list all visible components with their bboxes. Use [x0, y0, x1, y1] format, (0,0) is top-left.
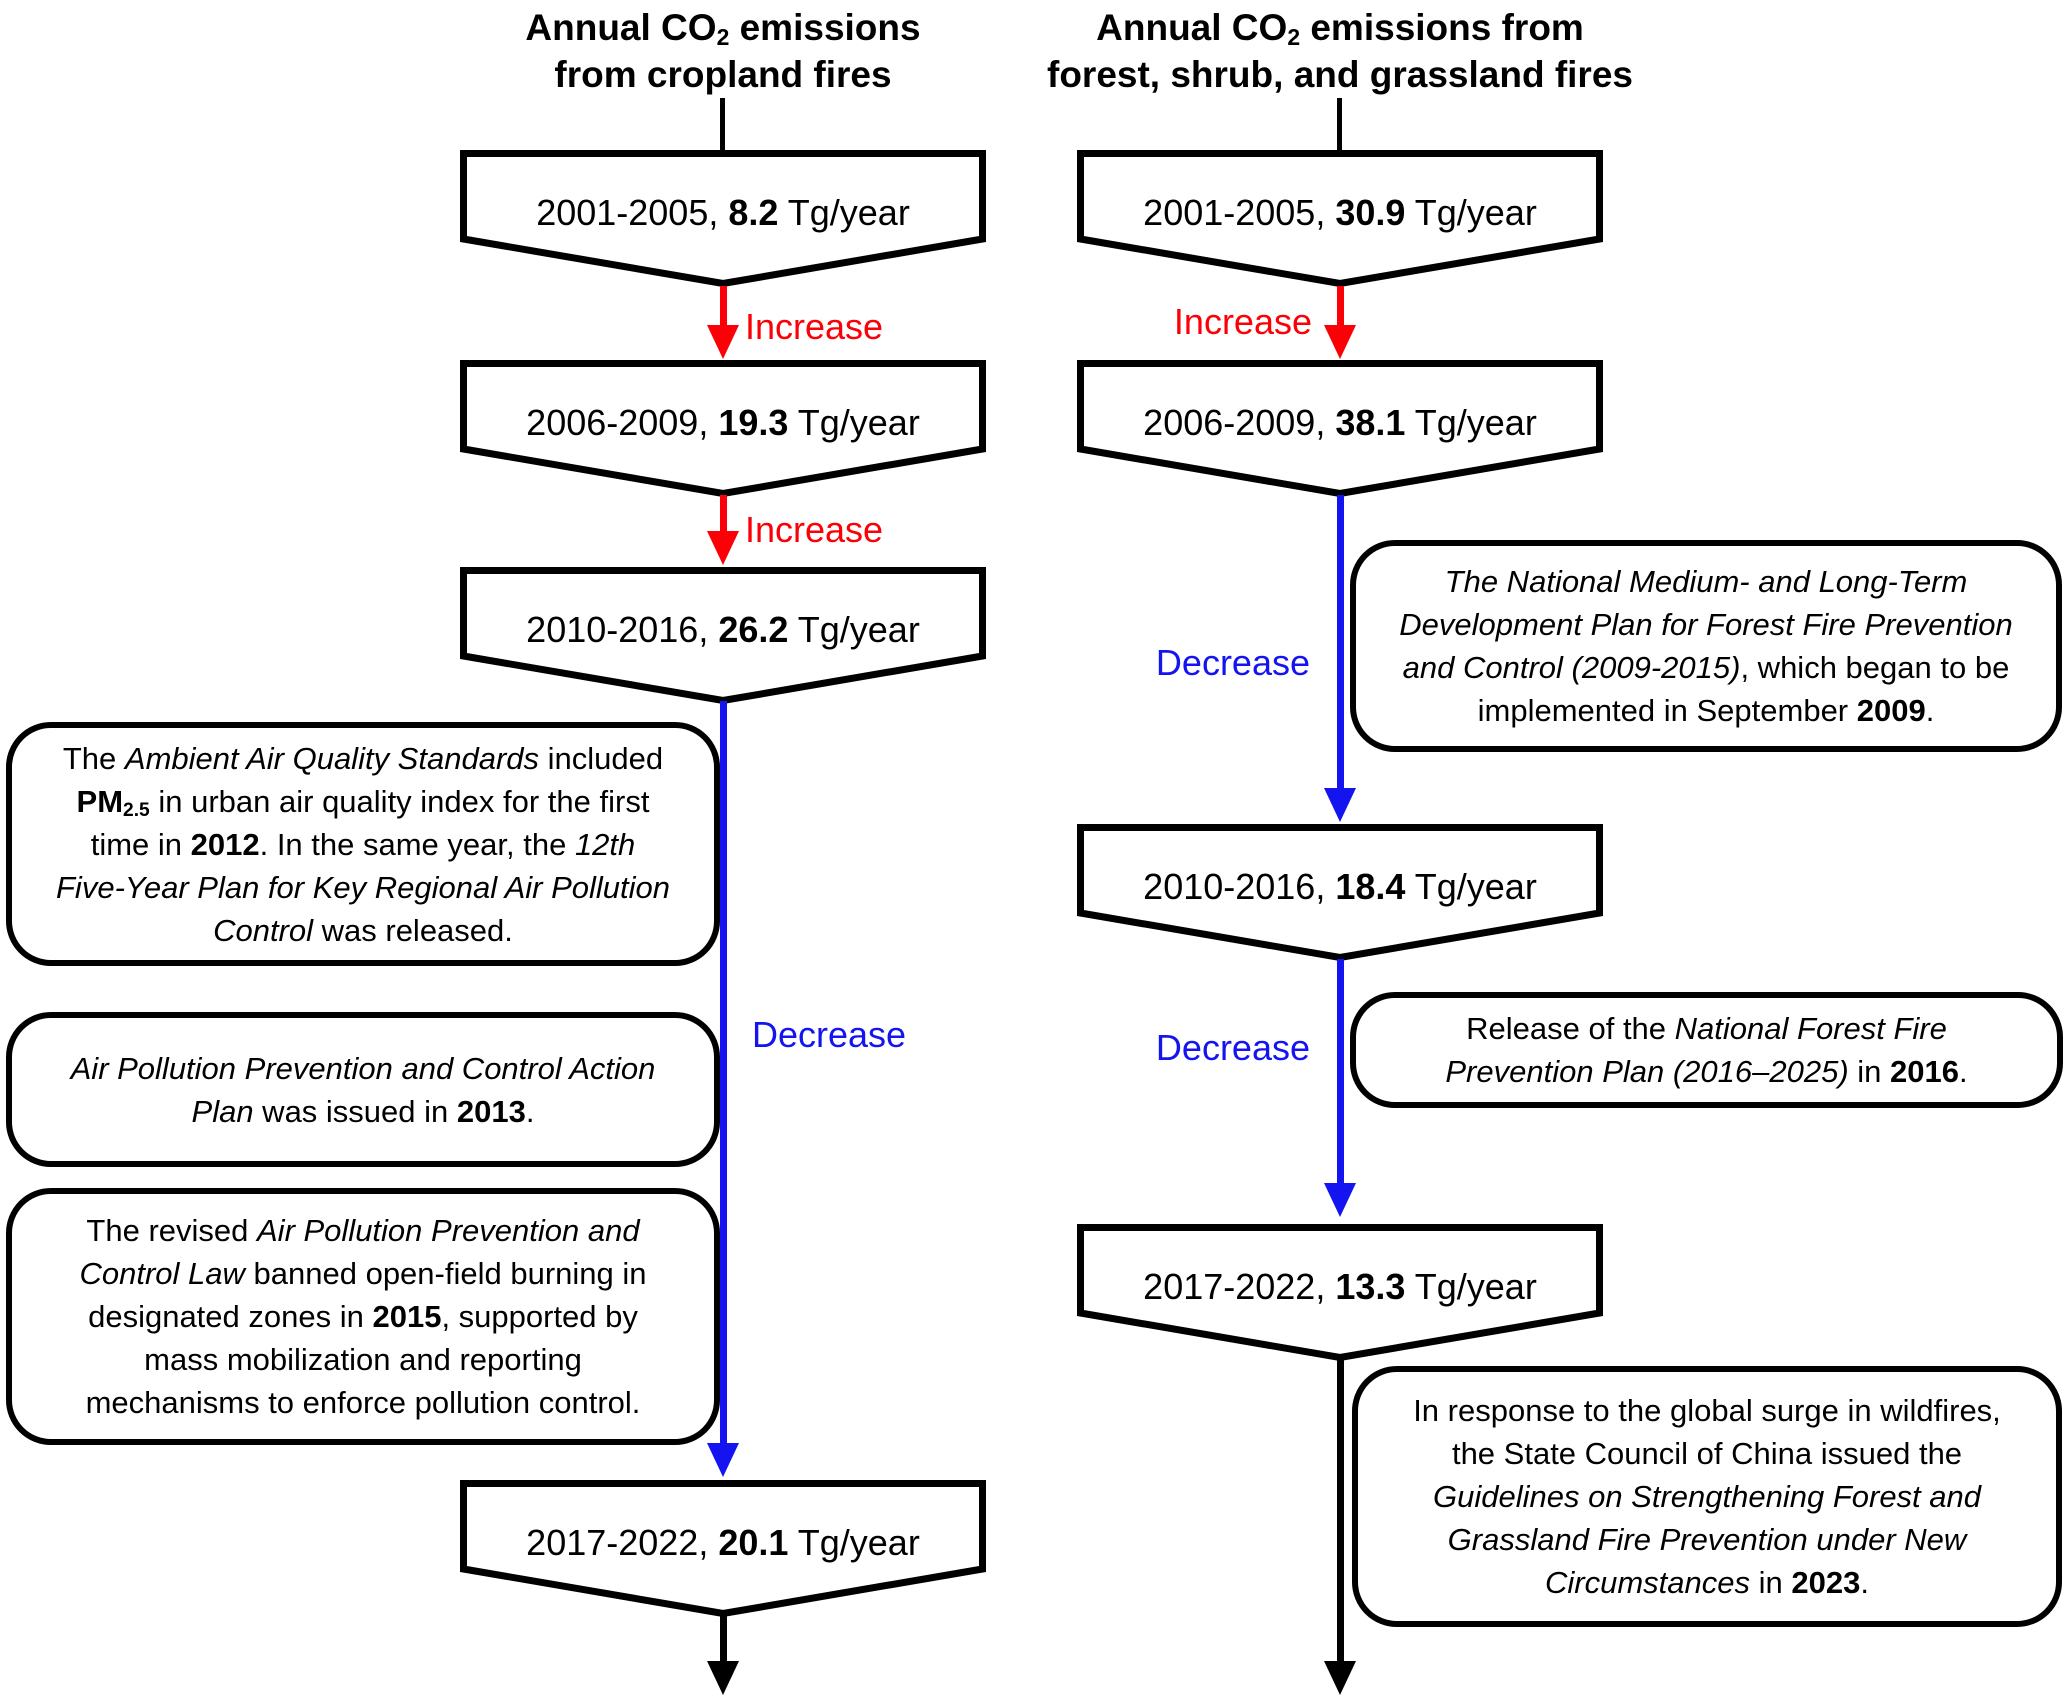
increase-label: Increase — [1173, 301, 1312, 342]
stage-banner-forest-2006-2009 — [1077, 360, 1603, 497]
increase-arrow-icon — [707, 495, 739, 565]
text-line: $PM_{2.5}$ in urban air quality index for the first — [76, 783, 650, 821]
arrow-shaft — [1337, 495, 1344, 792]
arrow-head — [1324, 1661, 1356, 1695]
policy-note-medium-long-term-plan — [1350, 540, 2062, 752]
text-line: mass mobilization and reporting — [144, 1342, 582, 1377]
arrow-head — [707, 325, 739, 359]
text-line: Release of the National Forest Fire — [1466, 1011, 1947, 1046]
text-line: implemented in September 2009. — [1477, 693, 1935, 728]
text-line: and Control (2009-2015), which began to be — [1402, 650, 2010, 685]
arrow-head — [1324, 325, 1356, 359]
stage-label: 2010-2016, 18.4 Tg/year — [1143, 866, 1537, 907]
text-line: mechanisms to enforce pollution control. — [85, 1385, 641, 1420]
stage-banner-cropland-2001-2005 — [460, 150, 986, 287]
text-line: Five-Year Plan for Key Regional Air Pollution — [56, 869, 670, 905]
text-line: Control Law banned open-field burning in — [79, 1256, 647, 1291]
arrow-shaft — [720, 495, 727, 535]
text-line: The revised Air Pollution Prevention and — [86, 1213, 640, 1248]
text-line: The Ambient Air Quality Standards included — [62, 740, 664, 776]
stage-label: 2001-2005, 8.2 Tg/year — [536, 192, 910, 233]
stage-banner-cropland-2017-2022 — [460, 1480, 986, 1617]
stage-label: 2001-2005, 30.9 Tg/year — [1143, 192, 1537, 233]
policy-note-wildfire-guidelines — [1352, 1366, 2062, 1627]
increase-arrow-icon — [1324, 286, 1356, 359]
policy-note-action-plan — [6, 1012, 720, 1167]
arrow-shaft — [1337, 1357, 1344, 1665]
decrease-label: Decrease — [1155, 1027, 1310, 1068]
policy-note-air-quality-standards — [6, 722, 720, 966]
text-line: Grassland Fire Prevention under New — [1447, 1522, 1967, 1557]
arrow-shaft — [720, 286, 727, 329]
stage-label: 2006-2009, 19.3 Tg/year — [526, 402, 920, 443]
text-line: Guidelines on Strengthening Forest and — [1432, 1479, 1982, 1514]
decrease-label: Decrease — [1155, 642, 1310, 683]
text-line: designated zones in 2015, supported by — [88, 1299, 638, 1334]
text-line: forest, shrub, and grassland fires — [1047, 54, 1633, 95]
arrow-head — [707, 1661, 739, 1695]
text-line: In response to the global surge in wildfires, — [1413, 1393, 2001, 1428]
stage-banner-forest-2017-2022 — [1077, 1224, 1603, 1361]
stage-banner-cropland-2006-2009 — [460, 360, 986, 497]
policy-note-forest-fire-prevention-plan — [1350, 992, 2063, 1108]
decrease-arrow-icon — [1324, 959, 1356, 1217]
text-line: Circumstances in 2023. — [1545, 1565, 1869, 1600]
stage-label: 2017-2022, 20.1 Tg/year — [526, 1522, 920, 1563]
increase-arrow-icon — [707, 286, 739, 359]
stage-banner-forest-2001-2005 — [1077, 150, 1603, 287]
arrow-head — [1324, 788, 1356, 822]
stage-label: 2017-2022, 13.3 Tg/year — [1143, 1266, 1537, 1307]
arrow-head — [707, 1443, 739, 1477]
arrow-shaft — [720, 701, 727, 1447]
cropland-title — [373, 4, 1073, 98]
text-line: Development Plan for Forest Fire Prevention — [1399, 607, 2013, 642]
stage-banner-cropland-2010-2016 — [460, 567, 986, 704]
connector-line — [720, 98, 725, 154]
arrow-head — [707, 531, 739, 565]
arrow-shaft — [1337, 286, 1344, 329]
forest-title — [990, 4, 1690, 98]
text-line: Control was released. — [213, 912, 513, 948]
text-line: the State Council of China issued the — [1451, 1436, 1963, 1471]
text-line: Prevention Plan (2016–2025) in 2016. — [1445, 1054, 1968, 1089]
flow-arrow-icon — [707, 1613, 739, 1695]
stage-banner-forest-2010-2016 — [1077, 824, 1603, 961]
increase-label: Increase — [745, 509, 884, 550]
text-line: Annual $CO_2$ emissions — [525, 7, 921, 51]
arrow-head — [1324, 1183, 1356, 1217]
policy-note-control-law — [6, 1188, 720, 1445]
increase-label: Increase — [745, 306, 884, 347]
text-line: Air Pollution Prevention and Control Action — [70, 1050, 656, 1086]
arrow-shaft — [720, 1613, 727, 1665]
text-line: Plan was issued in 2013. — [191, 1093, 535, 1129]
text-line: The National Medium- and Long-Term — [1444, 564, 1968, 599]
stage-label: 2006-2009, 38.1 Tg/year — [1143, 402, 1537, 443]
stage-label: 2010-2016, 26.2 Tg/year — [526, 609, 920, 650]
arrow-shaft — [1337, 959, 1344, 1187]
decrease-label: Decrease — [752, 1014, 907, 1055]
connector-line — [1337, 98, 1342, 154]
text-line: from cropland fires — [554, 54, 892, 95]
text-line: Annual $CO_2$ emissions from — [1096, 7, 1584, 51]
text-line: time in 2012. In the same year, the 12th — [90, 826, 636, 862]
